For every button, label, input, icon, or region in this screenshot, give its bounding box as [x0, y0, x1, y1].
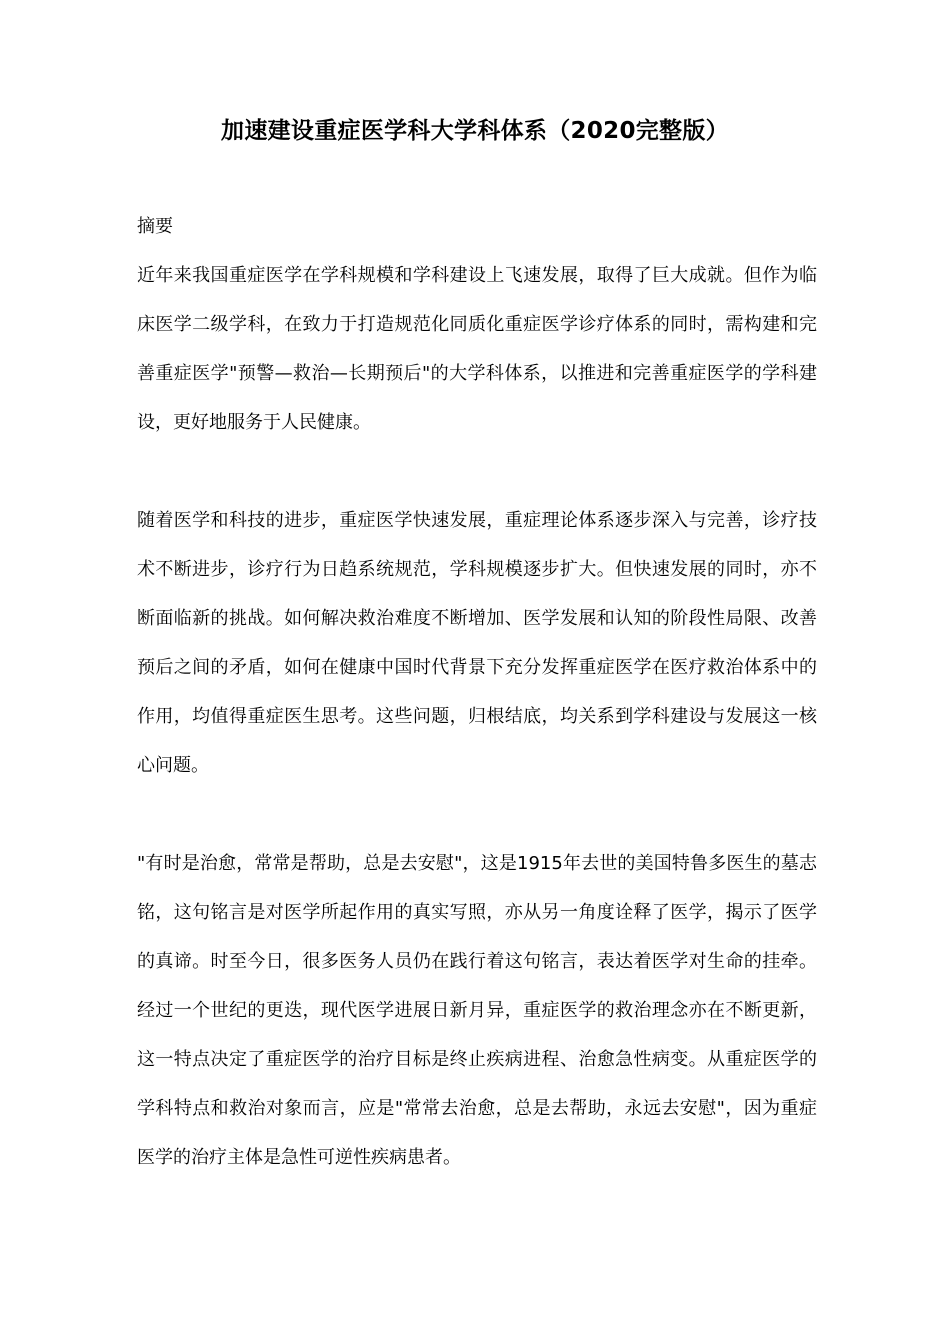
paragraph-2: 随着医学和科技的进步，重症医学快速发展，重症理论体系逐步深入与完善，诊疗技术不断进步，诊疗行为日趋系统规范，学科规模逐步扩大。但快速发展的同时，亦不断面临新的挑战。如何解决救治难度不断增加、医学发展和认知的阶段性局限、改善预后之间的矛盾，如何在健康中国时代背景下充分发挥重症医学在医疗救治体系中的作用，均值得重症医生思考。这些问题，归根结底，均关系到学科建设与发展这一核心问题。	[137, 510, 817, 776]
paragraph-1: 近年来我国重症医学在学科规模和学科建设上飞速发展，取得了巨大成就。但作为临床医学二级学科，在致力于打造规范化同质化重症医学诊疗体系的同时，需构建和完善重症医学"预警—救治—长期预后"的大学科体系，以推进和完善重症医学的学科建设，更好地服务于人民健康。	[137, 265, 817, 433]
paragraph-3: "有时是治愈，常常是帮助，总是去安慰"，这是1915年去世的美国特鲁多医生的墓志铭，这句铭言是对医学所起作用的真实写照，亦从另一角度诠释了医学，揭示了医学的真谛。时至今日，很多医务人员仍在践行着这句铭言，表达着医学对生命的挂牵。经过一个世纪的更迭，现代医学进展日新月异，重症医学的救治理念亦在不断更新，这一特点决定了重症医学的治疗目标是终止疾病进程、治愈急性病变。从重症医学的学科特点和救治对象而言，应是"常常去治愈，总是去帮助，永远去安慰"，因为重症医学的治疗主体是急性可逆性疾病患者。	[137, 853, 817, 1168]
document-title: 加速建设重症医学科大学科体系（2020完整版）	[221, 118, 729, 144]
abstract-heading: 摘要	[137, 216, 173, 237]
